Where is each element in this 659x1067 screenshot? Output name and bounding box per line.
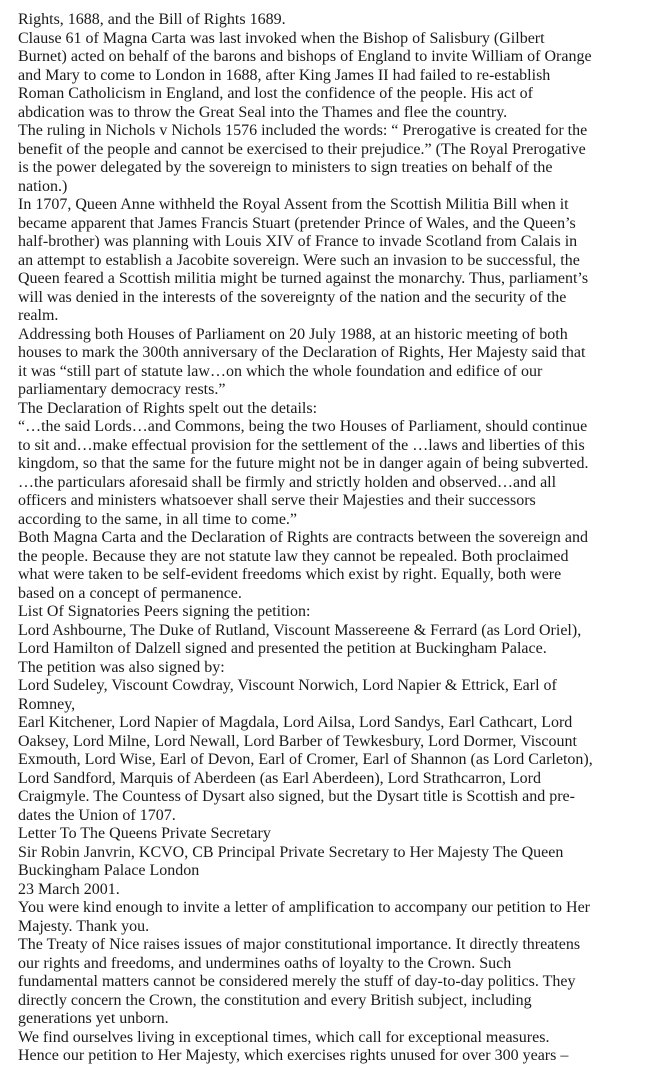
paragraph (18, 844, 648, 863)
text-line: Rights, 1688, and the Bill of Rights 1689. (18, 11, 286, 28)
text-line: You were kind enough to invite a letter of amplification to accompany our petition to Her (18, 899, 591, 916)
paragraph (18, 677, 648, 714)
text-line: Both Magna Carta and the Declaration of Rights are contracts between the sovereign and (18, 529, 589, 546)
text-line: nation.) (18, 177, 68, 195)
text-line: Letter To The Queens Private Secretary (18, 825, 271, 842)
text-line: Earl Kitchener, Lord Napier of Magdala, Lord Ailsa, Lord Sandys, Earl Cathcart, Lord (18, 714, 573, 731)
text-line: kingdom, so that the same for the future might not be in danger again of being subverted. (18, 455, 589, 472)
paragraph (18, 11, 648, 30)
text-line: List Of Signatories Peers signing the petition: (18, 603, 311, 620)
text-line: Buckingham Palace London (18, 862, 200, 879)
text-line: to sit and…make effectual provision for the settlement of the …laws and liberties of this (18, 436, 585, 454)
paragraph (18, 529, 648, 603)
text-line: Queen feared a Scottish militia might be turned against the monarchy. Thus, parliament’s (18, 270, 589, 287)
text-line: half-brother) was planning with Louis XIV of France to invade Scotland from Calais in (18, 233, 578, 250)
text-line: In 1707, Queen Anne withheld the Royal Assent from the Scottish Militia Bill when it (18, 196, 569, 213)
paragraph (18, 326, 648, 400)
paragraph (18, 30, 648, 123)
text-line: Craigmyle. The Countess of Dysart also signed, but the Dysart title is Scottish and pre- (18, 788, 575, 805)
text-line: Lord Sudeley, Viscount Cowdray, Viscount Norwich, Lord Napier & Ettrick, Earl of (18, 677, 557, 694)
paragraph (18, 418, 648, 529)
paragraph (18, 400, 648, 419)
text-line: what were taken to be self-evident freedoms which exist by right. Equally, both were (18, 566, 562, 583)
text-line: directly concern the Crown, the constitution and every British subject, including (18, 991, 532, 1009)
text-line: Exmouth, Lord Wise, Earl of Devon, Earl of Cromer, Earl of Shannon (as Lord Carleton), (18, 751, 593, 768)
paragraph (18, 659, 648, 678)
text-line: Sir Robin Janvrin, KCVO, CB Principal Private Secretary to Her Majesty The Queen (18, 843, 564, 861)
text-line: Romney, (18, 695, 76, 713)
paragraph (18, 881, 648, 900)
text-line: We find ourselves living in exceptional times, which call for exceptional measures. (18, 1028, 550, 1046)
text-line: fundamental matters cannot be considered merely the stuff of day-to-day politics. They (18, 973, 576, 990)
text-line: Addressing both Houses of Parliament on 20 July 1988, at an historic meeting of both (18, 325, 568, 343)
paragraph (18, 899, 648, 936)
paragraph (18, 1029, 648, 1066)
text-line: Majesty. Thank you. (18, 917, 150, 935)
document-body (18, 11, 648, 1066)
paragraph (18, 862, 648, 881)
text-line: is the power delegated by the sovereign to ministers to sign treaties on behalf of the (18, 159, 553, 176)
text-line: an attempt to establish a Jacobite sovereign. Were such an invasion to be successful, the (18, 251, 580, 269)
text-line: the people. Because they are not statute law they cannot be repealed. Both proclaimed (18, 547, 569, 565)
paragraph (18, 622, 648, 659)
text-line: realm. (18, 307, 59, 324)
paragraph (18, 825, 648, 844)
paragraph (18, 714, 648, 825)
text-line: benefit of the people and cannot be exercised to their prejudice.” (The Royal Prerogative (18, 140, 586, 158)
text-line: dates the Union of 1707. (18, 806, 176, 824)
text-line: according to the same, in all time to come.” (18, 510, 298, 528)
text-line: generations yet unborn. (18, 1010, 169, 1027)
text-line: …the particulars aforesaid shall be firmly and strictly holden and observed…and all (18, 473, 557, 491)
text-line: parliamentary democracy rests.” (18, 381, 226, 398)
paragraph (18, 603, 648, 622)
text-line: it was “still part of statute law…on which the whole foundation and edifice of our (18, 362, 543, 380)
text-line: Lord Hamilton of Dalzell signed and presented the petition at Buckingham Palace. (18, 640, 547, 657)
text-line: abdication was to throw the Great Seal into the Thames and flee the country. (18, 103, 508, 121)
text-line: Clause 61 of Magna Carta was last invoked when the Bishop of Salisbury (Gilbert (18, 29, 545, 47)
paragraph (18, 196, 648, 326)
text-line: will was denied in the interests of the sovereignty of the nation and the security of the (18, 288, 567, 306)
text-line: “…the said Lords…and Commons, being the two Houses of Parliament, should continue (18, 418, 588, 435)
paragraph (18, 936, 648, 1029)
text-line: officers and ministers whatsoever shall serve their Majesties and their successors (18, 492, 536, 509)
text-line: Burnet) acted on behalf of the barons and bishops of England to invite William of Orange (18, 48, 592, 65)
text-line: houses to mark the 300th anniversary of the Declaration of Rights, Her Majesty said that (18, 344, 586, 361)
text-line: based on a concept of permanence. (18, 584, 242, 602)
text-line: Roman Catholicism in England, and lost the confidence of the people. His act of (18, 85, 533, 102)
text-line: became apparent that James Francis Stuart (pretender Prince of Wales, and the Queen’s (18, 214, 576, 232)
text-line: The Declaration of Rights spelt out the details: (18, 399, 318, 417)
text-line: The petition was also signed by: (18, 658, 225, 676)
text-line: and Mary to come to London in 1688, after King James II had failed to re-establish (18, 66, 551, 84)
text-line: The ruling in Nichols v Nichols 1576 included the words: “ Prerogative is created for the (18, 122, 588, 139)
text-line: Lord Ashbourne, The Duke of Rutland, Viscount Massereene & Ferrard (as Lord Oriel), (18, 621, 582, 639)
text-line: 23 March 2001. (18, 880, 120, 898)
text-line: Lord Sandford, Marquis of Aberdeen (as Earl Aberdeen), Lord Strathcarron, Lord (18, 769, 541, 787)
text-line: our rights and freedoms, and undermines oaths of loyalty to the Crown. Such (18, 954, 512, 972)
paragraph (18, 122, 648, 196)
text-line: Hence our petition to Her Majesty, which exercises rights unused for over 300 years – (18, 1047, 569, 1064)
text-line: The Treaty of Nice raises issues of major constitutional importance. It directly threatens (18, 936, 581, 953)
text-line: Oaksey, Lord Milne, Lord Newall, Lord Barber of Tewkesbury, Lord Dormer, Viscount (18, 732, 577, 750)
